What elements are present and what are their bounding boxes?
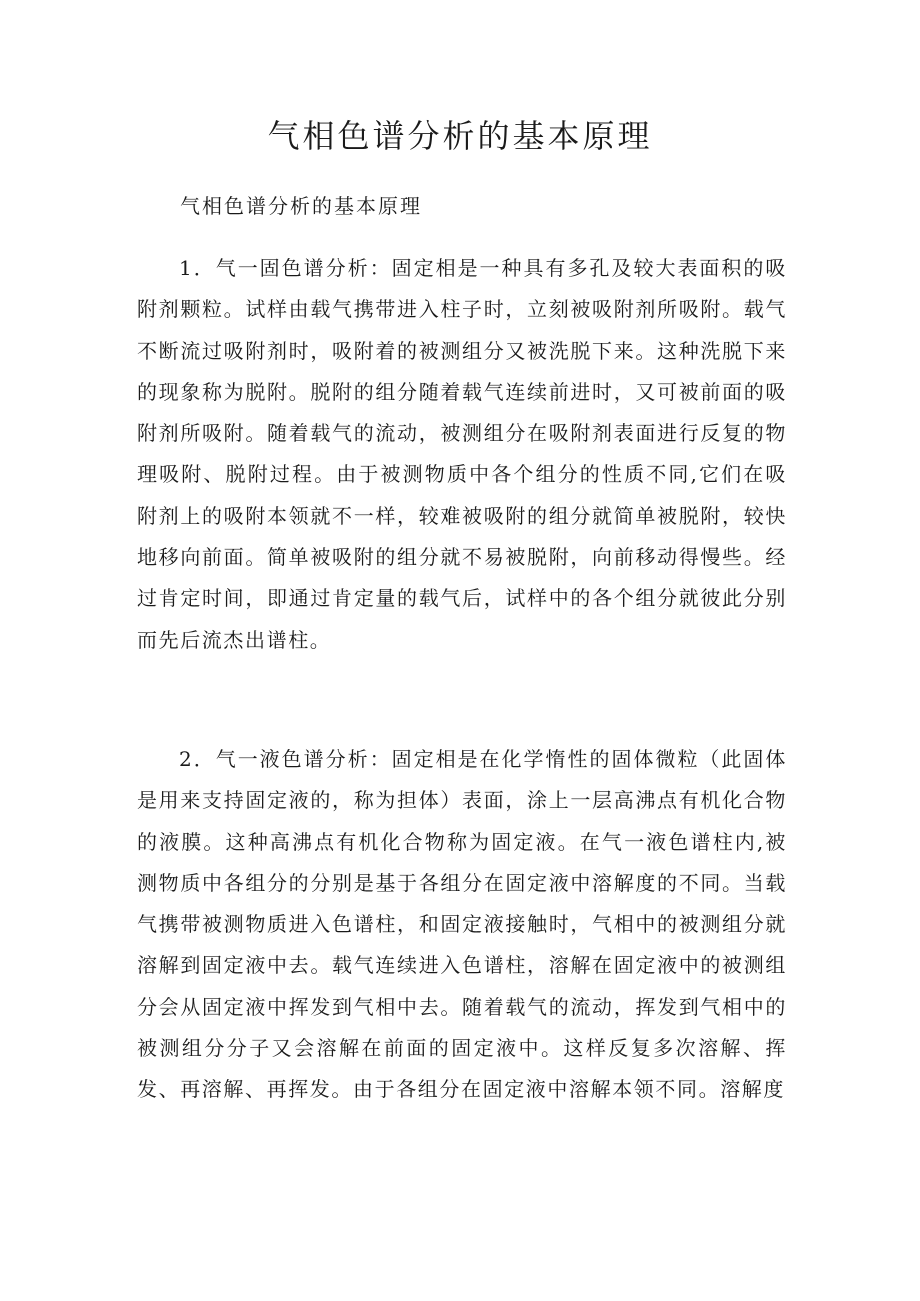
document-subtitle: 气相色谱分析的基本原理 — [180, 194, 422, 218]
paragraph-gas-solid: 1．气一固色谱分析：固定相是一种具有多孔及较大表面积的吸附剂颗粒。试样由载气携带进入柱子时，立刻被吸附剂所吸附。载气不断流过吸附剂时，吸附着的被测组分又被洗脱下来。这种洗脱下来的现象称为脱附。脱附的组分随着载气连续前进时，又可被前面的吸附剂所吸附。随着载气的流动，被测组分在吸附剂表面进行反复的物理吸附、脱附过程。由于被测物质中各个组分的性质不同,它们在吸附剂上的吸附本领就不一样，较难被吸附的组分就简单被脱附，较快地移向前面。简单被吸附的组分就不易被脱附，向前移动得慢些。经过肯定时间，即通过肯定量的载气后，试样中的各个组分就彼此分别而先后流杰出谱柱。 — [137, 256, 787, 652]
paragraph-gas-liquid: 2．气一液色谱分析：固定相是在化学惰性的固体微粒（此固体是用来支持固定液的，称为担体）表面，涂上一层高沸点有机化合物的液膜。这种高沸点有机化合物称为固定液。在气一液色谱柱内,被测物质中各组分的分别是基于各组分在固定液中溶解度的不同。当载气携带被测物质进入色谱柱，和固定液接触时，气相中的被测组分就溶解到固定液中去。载气连续进入色谱柱，溶解在固定液中的被测组分会从固定液中挥发到气相中去。随着载气的流动，挥发到气相中的被测组分分子又会溶解在前面的固定液中。这样反复多次溶解、挥发、再溶解、再挥发。由于各组分在固定液中溶解本领不同。溶解度 — [137, 747, 787, 1102]
page-title: 气相色谱分析的基本原理 — [267, 117, 653, 155]
